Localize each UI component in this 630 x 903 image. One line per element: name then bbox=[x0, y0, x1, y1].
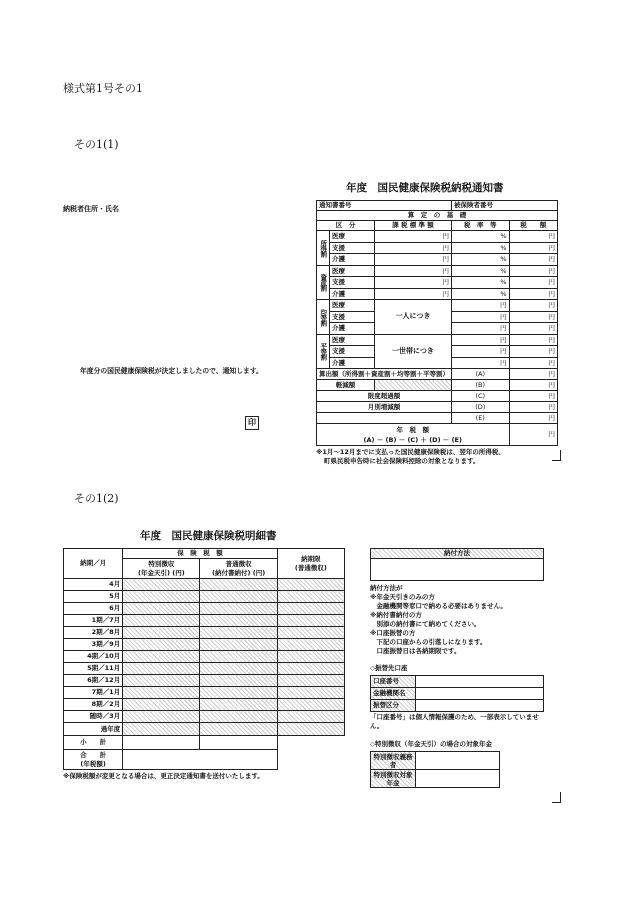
deadline-cell bbox=[277, 627, 344, 639]
section-label-1: その1(1) bbox=[74, 138, 119, 151]
row-label: 医療 bbox=[330, 334, 375, 346]
amount-cell: 円 bbox=[509, 334, 557, 346]
row-label: 支援 bbox=[330, 346, 375, 358]
period-label: 随時／3月 bbox=[64, 711, 123, 723]
account-row-value bbox=[416, 700, 544, 712]
deadline-cell bbox=[277, 651, 344, 663]
calc-label: 算出額（所得割＋資産割＋均等割＋平等割） bbox=[317, 369, 452, 380]
period-row bbox=[64, 639, 345, 651]
group-per-capita: 均等割 bbox=[317, 300, 330, 335]
base-cell: 円 bbox=[375, 265, 452, 277]
header-special-label: 特別徴収 bbox=[148, 559, 175, 568]
account-note: 「口座番号」は個人情報保護のため、一部表示していません。 bbox=[370, 713, 539, 730]
special-cell bbox=[123, 663, 200, 675]
amount-cell: 円 bbox=[509, 288, 557, 300]
header-ordinary-sub: (納付書納付) (円) bbox=[212, 568, 266, 577]
special-cell bbox=[123, 615, 200, 627]
deadline-cell bbox=[277, 663, 344, 675]
corner-mark bbox=[552, 792, 561, 803]
row-label: 支援 bbox=[330, 311, 375, 323]
amount-cell: 円 bbox=[509, 391, 557, 402]
row-label: 介護 bbox=[330, 357, 375, 369]
group-assets: 資産割 bbox=[317, 265, 330, 300]
rate-cell: % bbox=[452, 254, 510, 266]
amount-cell: 円 bbox=[509, 369, 557, 380]
insured-no-label: 被保険者番号 bbox=[452, 201, 558, 211]
rate-cell: % bbox=[452, 242, 510, 254]
pension-row-label: 特別徴収義務者 bbox=[371, 752, 416, 770]
period-row bbox=[64, 615, 345, 627]
period-label: 4期／10月 bbox=[64, 651, 123, 663]
period-row bbox=[64, 591, 345, 603]
calc-mark: (A) bbox=[452, 369, 510, 380]
rate-cell: % bbox=[452, 277, 510, 289]
ordinary-cell bbox=[200, 675, 277, 687]
period-row bbox=[64, 579, 345, 591]
amount-cell: 円 bbox=[509, 346, 557, 358]
header-period: 納期／月 bbox=[64, 549, 123, 579]
corner-mark bbox=[552, 450, 561, 461]
col-header-rate: 税 率 等 bbox=[452, 221, 510, 231]
period-row bbox=[64, 603, 345, 615]
total-value bbox=[123, 750, 278, 770]
row-label: 介護 bbox=[330, 323, 375, 335]
column-header-row bbox=[317, 221, 558, 231]
detail-title: 年度 国民健康保険税明細書 bbox=[140, 530, 277, 542]
reduction-label: 軽減額 bbox=[317, 380, 375, 391]
deadline-cell bbox=[277, 675, 344, 687]
header-special bbox=[123, 559, 200, 579]
e-mark: (E) bbox=[452, 413, 510, 424]
deadline-cell bbox=[277, 603, 344, 615]
ordinary-cell bbox=[200, 639, 277, 651]
basis-title: 算 定 の 基 礎 bbox=[317, 211, 558, 221]
group-income: 所得割 bbox=[317, 231, 330, 266]
amount-cell: 円 bbox=[509, 357, 557, 369]
decided-text: 年度分の国民健康保険税が決定しましたので、通知します。 bbox=[80, 367, 263, 375]
rate-cell: 円 bbox=[452, 311, 510, 323]
account-table bbox=[370, 675, 544, 712]
form-number-heading: 様式第1号その1 bbox=[63, 82, 143, 95]
annual-formula: (A) － (B) － (C) ＋ (D) － (E) bbox=[363, 435, 462, 444]
pension-title: ◇特別徴収（年金天引）の場合の対象年金 bbox=[370, 740, 492, 748]
base-cell: 円 bbox=[375, 242, 452, 254]
amount-cell: 円 bbox=[509, 300, 557, 312]
payment-method-value bbox=[371, 559, 544, 581]
special-cell bbox=[123, 687, 200, 699]
deadline-cell bbox=[277, 687, 344, 699]
period-label: 4月 bbox=[64, 579, 123, 591]
rate-cell: % bbox=[452, 265, 510, 277]
rate-cell: 円 bbox=[452, 323, 510, 335]
increase-mark: (D) bbox=[452, 402, 510, 413]
payment-lines bbox=[370, 593, 544, 656]
special-cell bbox=[123, 651, 200, 663]
period-label: 8期／2月 bbox=[64, 699, 123, 711]
account-row-label: 振替区分 bbox=[371, 700, 416, 712]
payment-line: 口座振替日は各納期限です。 bbox=[370, 647, 461, 655]
deadline-cell bbox=[277, 579, 344, 591]
ordinary-cell bbox=[200, 687, 277, 699]
amount-cell: 円 bbox=[509, 323, 557, 335]
pension-row-value bbox=[416, 770, 500, 788]
period-row bbox=[64, 687, 345, 699]
ordinary-cell bbox=[200, 579, 277, 591]
payment-line: 下記の口座からの引落しになります。 bbox=[370, 638, 487, 646]
period-label: 5月 bbox=[64, 591, 123, 603]
payment-panel bbox=[370, 548, 544, 788]
detail-foot-note: ※保険税額が変更となる場合は、更正決定通知書を送付いたします。 bbox=[63, 772, 264, 780]
period-label: 6期／12月 bbox=[64, 675, 123, 687]
per-household-basis: 一世帯につき bbox=[375, 334, 452, 369]
detail-table-wrap bbox=[63, 548, 345, 781]
account-row-label: 口座番号 bbox=[371, 676, 416, 688]
row-label: 医療 bbox=[330, 300, 375, 312]
special-cell bbox=[123, 627, 200, 639]
limit-mark: (C) bbox=[452, 391, 510, 402]
rate-cell: % bbox=[452, 288, 510, 300]
overdue-label: 過年度 bbox=[64, 723, 123, 736]
deadline-cell bbox=[277, 639, 344, 651]
row-label: 支援 bbox=[330, 242, 375, 254]
payment-line: ※口座振替の方 bbox=[370, 629, 416, 637]
blank-cell bbox=[277, 736, 344, 770]
rate-cell: 円 bbox=[452, 346, 510, 358]
row-label: 医療 bbox=[330, 265, 375, 277]
special-cell bbox=[123, 591, 200, 603]
special-cell bbox=[123, 639, 200, 651]
header-deadline-sub: (普通徴収) bbox=[294, 563, 327, 572]
row-label: 医療 bbox=[330, 231, 375, 243]
seal-stamp: 印 bbox=[245, 416, 259, 430]
account-row-value bbox=[416, 688, 544, 700]
detail-table bbox=[63, 548, 345, 770]
period-label: 3期／9月 bbox=[64, 639, 123, 651]
special-cell bbox=[123, 699, 200, 711]
hatched-cell bbox=[123, 723, 200, 736]
header-deadline bbox=[277, 549, 344, 579]
payer-label: 納税者住所・氏名 bbox=[63, 205, 119, 213]
ordinary-cell bbox=[200, 651, 277, 663]
pension-row-label: 特別徴収対象年金 bbox=[371, 770, 416, 788]
account-title: ◇振替先口座 bbox=[370, 664, 408, 672]
amount-cell: 円 bbox=[509, 265, 557, 277]
amount-cell: 円 bbox=[509, 254, 557, 266]
period-label: 6月 bbox=[64, 603, 123, 615]
amount-cell: 円 bbox=[509, 402, 557, 413]
period-row bbox=[64, 651, 345, 663]
subtotal-label: 小 計 bbox=[64, 736, 123, 750]
account-row-value bbox=[416, 676, 544, 688]
amount-cell: 円 bbox=[509, 242, 557, 254]
hatched-cell bbox=[200, 723, 277, 736]
special-cell bbox=[123, 711, 200, 723]
deadline-cell bbox=[277, 615, 344, 627]
ordinary-cell bbox=[200, 711, 277, 723]
deadline-cell bbox=[277, 591, 344, 603]
annual-cell bbox=[317, 424, 510, 446]
notice-note-1: ※1月～12月までに支払った国民健康保険税は、翌年の所得税、 bbox=[316, 448, 505, 456]
subtotal-ordinary bbox=[200, 736, 277, 750]
period-label: 7期／1月 bbox=[64, 687, 123, 699]
payment-method-title: 納付方法 bbox=[371, 549, 544, 559]
amount-cell: 円 bbox=[509, 311, 557, 323]
header-ordinary-label: 普通徴収 bbox=[225, 559, 252, 568]
amount-cell: 円 bbox=[509, 277, 557, 289]
col-header-amount: 税 額 bbox=[509, 221, 557, 231]
payment-line: 別添の納付書にて納めてください。 bbox=[370, 620, 481, 628]
header-ordinary bbox=[200, 559, 277, 579]
notice-note-2: 町県民税申告時に社会保険料控除の対象となります。 bbox=[324, 457, 480, 465]
reduction-mark: (B) bbox=[452, 380, 510, 391]
row-label: 介護 bbox=[330, 254, 375, 266]
header-tax: 保 険 税 額 bbox=[123, 549, 278, 559]
deadline-cell bbox=[277, 711, 344, 723]
payment-line: ※年金天引きのみの方 bbox=[370, 593, 435, 601]
header-deadline-label: 納期限 bbox=[301, 554, 321, 563]
base-cell: 円 bbox=[375, 231, 452, 243]
period-row bbox=[64, 675, 345, 687]
period-row bbox=[64, 627, 345, 639]
period-row bbox=[64, 711, 345, 723]
period-row bbox=[64, 699, 345, 711]
col-header-category: 区 分 bbox=[317, 221, 375, 231]
ordinary-cell bbox=[200, 615, 277, 627]
ordinary-cell bbox=[200, 603, 277, 615]
payment-intro: 納付方法が bbox=[370, 584, 403, 592]
ordinary-cell bbox=[200, 663, 277, 675]
amount-cell: 円 bbox=[509, 380, 557, 391]
deadline-cell bbox=[277, 699, 344, 711]
notice-title: 年度 国民健康保険税納税通知書 bbox=[346, 182, 504, 194]
ordinary-cell bbox=[200, 699, 277, 711]
base-cell: 円 bbox=[375, 288, 452, 300]
pension-row-value bbox=[416, 752, 500, 770]
row-label: 支援 bbox=[330, 277, 375, 289]
period-label: 2期／8月 bbox=[64, 627, 123, 639]
notice-table bbox=[316, 200, 558, 446]
notice-table-wrap bbox=[316, 200, 558, 466]
group-per-household: 平等割 bbox=[317, 334, 330, 369]
limit-label: 限度超過額 bbox=[317, 391, 452, 402]
rate-cell: 円 bbox=[452, 334, 510, 346]
section-label-2: その1(2) bbox=[74, 492, 119, 505]
pension-table bbox=[370, 751, 500, 788]
rate-cell: % bbox=[452, 231, 510, 243]
subtotal-special bbox=[123, 736, 200, 750]
notice-no-label: 通知書番号 bbox=[317, 201, 452, 211]
hatched-cell bbox=[277, 723, 344, 736]
total-label-sub: (年税額) bbox=[80, 759, 106, 768]
annual-label: 年 税 額 bbox=[396, 425, 429, 434]
account-row-label: 金融機関名 bbox=[371, 688, 416, 700]
col-header-base: 課 税 標 準 額 bbox=[375, 221, 452, 231]
special-cell bbox=[123, 579, 200, 591]
annual-amount-cell: 円 bbox=[509, 424, 557, 446]
per-person-basis: 一人につき bbox=[375, 300, 452, 335]
amount-cell: 円 bbox=[509, 231, 557, 243]
increase-label: 月別増減額 bbox=[317, 402, 452, 413]
rate-cell: 円 bbox=[452, 357, 510, 369]
total-label bbox=[64, 750, 123, 770]
amount-cell: 円 bbox=[509, 413, 557, 424]
row-label: 介護 bbox=[330, 288, 375, 300]
special-cell bbox=[123, 603, 200, 615]
payment-line: ※納付書納付の方 bbox=[370, 611, 422, 619]
special-cell bbox=[123, 675, 200, 687]
hatched-cell bbox=[375, 380, 452, 391]
base-cell: 円 bbox=[375, 277, 452, 289]
blank-cell bbox=[317, 413, 452, 424]
period-label: 1期／7月 bbox=[64, 615, 123, 627]
header-special-sub: (年金天引) (円) bbox=[138, 568, 185, 577]
ordinary-cell bbox=[200, 591, 277, 603]
base-cell: 円 bbox=[375, 254, 452, 266]
ordinary-cell bbox=[200, 627, 277, 639]
period-row bbox=[64, 663, 345, 675]
payment-method-table bbox=[370, 548, 544, 581]
rate-cell: 円 bbox=[452, 300, 510, 312]
total-label-text: 合 計 bbox=[80, 750, 107, 759]
period-label: 5期／11月 bbox=[64, 663, 123, 675]
payment-line: 金融機関等窓口で納める必要はありません。 bbox=[370, 602, 507, 610]
